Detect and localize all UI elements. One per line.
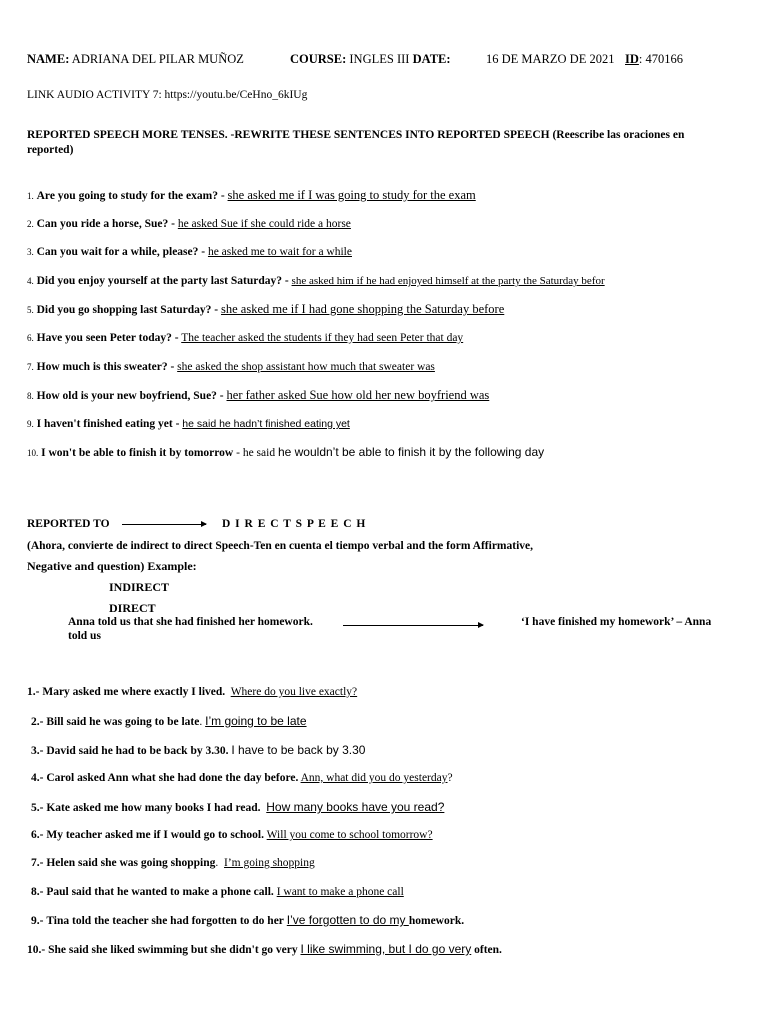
answer: I’m going to be late: [205, 714, 307, 728]
answer: she asked him if he had enjoyed himself at the party the Saturday befor: [291, 275, 605, 287]
section1-title-cont: reported): [27, 144, 74, 156]
list-item: 4. Did you enjoy yourself at the party last Saturday? - she asked him if he had enjoyed himself at the party the Saturday befor: [27, 275, 605, 287]
link-audio-line: LINK AUDIO ACTIVITY 7: https://youtu.be/CeHno_6kIUg: [27, 89, 308, 101]
example-direct-cont: told us: [68, 630, 101, 642]
arrow-icon: [343, 625, 483, 626]
id-field: [625, 52, 683, 66]
list-item: 5. Did you go shopping last Saturday? - she asked me if I had gone shopping the Saturday before: [27, 302, 505, 316]
list-item: 6. Have you seen Peter today? - The teacher asked the students if they had seen Peter that day: [27, 332, 464, 344]
answer: I like swimming, but I do go very: [300, 942, 472, 956]
list-item: 9.- Tina told the teacher she had forgotten to do her I’ve forgotten to do my homework.: [31, 913, 465, 927]
date-label: DATE:: [412, 52, 451, 66]
answer: Where do you live exactly?: [230, 686, 358, 698]
answer: she asked me if I was going to study for the exam: [227, 188, 476, 202]
list-item: 3.- David said he had to be back by 3.30. I have to be back by 3.30: [31, 743, 366, 757]
list-item: 2. Can you ride a horse, Sue? - he asked Sue if she could ride a horse: [27, 218, 351, 230]
list-item: 2.- Bill said he was going to be late. I’m going to be late: [31, 714, 307, 728]
answer: I’ve forgotten to do my: [286, 913, 409, 927]
answer: I want to make a phone call: [276, 886, 404, 898]
answer: I have to be back by 3.30: [231, 743, 366, 757]
list-item: 9. I haven't finished eating yet - he said he hadn’t finished eating yet: [27, 418, 350, 430]
date-value: 16 DE MARZO DE 2021: [486, 52, 615, 66]
answer: he wouldn’t be able to finish it by the following day: [277, 445, 545, 459]
list-item: 10.- She said she liked swimming but she didn't go very I like swimming, but I do go very often.: [27, 942, 502, 956]
answer: he asked me to wait for a while: [207, 246, 352, 258]
list-item: 7. How much is this sweater? - she asked the shop assistant how much that sweater was: [27, 361, 435, 373]
instructions-cont: Negative and question) Example:: [27, 559, 197, 573]
list-item: 5.- Kate asked me how many books I had read. How many books have you read?: [31, 800, 445, 814]
list-item: 1. Are you going to study for the exam? - she asked me if I was going to study for the exam: [27, 188, 476, 202]
indirect-label: INDIRECT: [109, 580, 170, 594]
answer: she asked the shop assistant how much that sweater was: [177, 361, 435, 373]
list-item: 8.- Paul said that he wanted to make a phone call. I want to make a phone call: [31, 886, 404, 898]
answer: How many books have you read?: [266, 800, 445, 814]
list-item: 3. Can you wait for a while, please? - he asked me to wait for a while: [27, 246, 352, 258]
direct-speech-heading: D I R E C T S P E E C H: [222, 518, 367, 530]
direct-label: DIRECT: [109, 601, 156, 615]
list-item: 6.- My teacher asked me if I would go to school. Will you come to school tomorrow?: [31, 829, 433, 841]
id-value: : 470166: [638, 52, 684, 66]
reported-to-heading: REPORTED TO: [27, 518, 110, 530]
answer: her father asked Sue how old her new boyfriend was: [226, 388, 490, 402]
course-label: COURSE:: [290, 52, 347, 66]
answer: she asked me if I had gone shopping the Saturday before: [221, 302, 505, 316]
course-value: INGLES III: [349, 52, 410, 66]
answer: he said he hadn’t finished eating yet: [182, 418, 350, 430]
answer: The teacher asked the students if they had seen Peter that day: [181, 332, 464, 344]
list-item: 8. How old is your new boyfriend, Sue? - her father asked Sue how old her new boyfriend was: [27, 388, 490, 402]
instructions: (Ahora, convierte de indirect to direct Speech-Ten en cuenta el tiempo verbal and the form Affirmative,: [27, 540, 534, 552]
section1-title: REPORTED SPEECH MORE TENSES. -REWRITE THESE SENTENCES INTO REPORTED SPEECH (Reescribe las oraciones en: [27, 129, 685, 141]
course-field: [290, 52, 451, 66]
list-item: 7.- Helen said she was going shopping. I’m going shopping: [31, 857, 315, 869]
answer: Ann, what did you do yesterday: [300, 772, 448, 784]
header-line: [27, 52, 244, 66]
arrow-icon: [122, 524, 206, 525]
name-value: ADRIANA DEL PILAR MUÑOZ: [71, 52, 244, 66]
answer: Will you come to school tomorrow?: [266, 829, 433, 841]
answer: he asked Sue if she could ride a horse: [177, 218, 351, 230]
example-direct: ‘I have finished my homework’ – Anna: [521, 616, 712, 628]
name-label: NAME:: [27, 52, 70, 66]
example-indirect: Anna told us that she had finished her homework.: [68, 616, 313, 628]
list-item: 4.- Carol asked Ann what she had done the day before. Ann, what did you do yesterday?: [31, 772, 453, 784]
answer: I’m going shopping: [224, 857, 315, 869]
list-item: 1.- Mary asked me where exactly I lived. Where do you live exactly?: [27, 686, 358, 698]
list-item: 10. I won't be able to finish it by tomorrow - he said he wouldn’t be able to finish it by the following day: [27, 445, 545, 459]
id-label: ID: [625, 52, 639, 66]
